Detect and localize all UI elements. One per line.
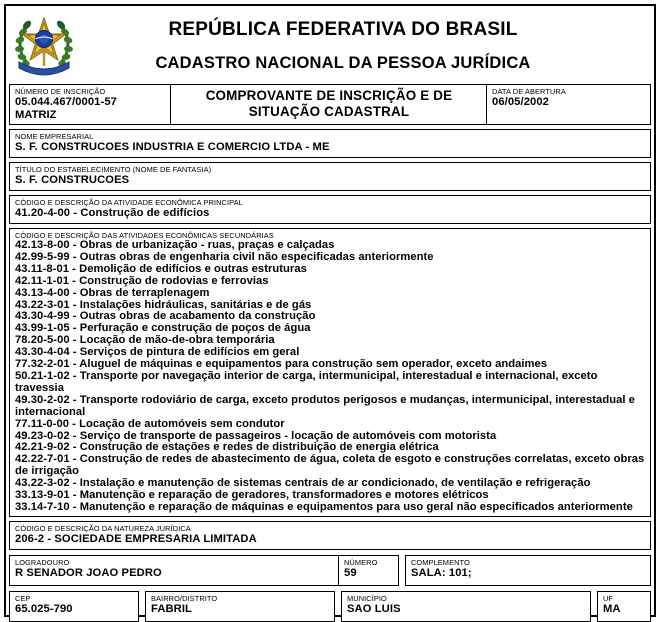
atividade-secundaria-item: 42.21-9-02 - Construção de estações e redes de distribuição de energia elétrica [15, 441, 439, 454]
registration-type: MATRIZ [15, 109, 57, 121]
field-cep [9, 591, 139, 622]
atividade-secundaria-item: 77.11-0-00 - Locação de automóveis sem condutor [15, 417, 285, 430]
field-value: 65.025-790 [15, 602, 73, 615]
atividade-secundaria-item: 43.22-3-02 - Instalação e manutenção de sistemas centrais de ar condicionado, de ventilação e refrigeração [15, 477, 591, 490]
field-label: CÓDIGO E DESCRIÇÃO DA NATUREZA JURÍDICA [15, 523, 191, 533]
field-label: TÍTULO DO ESTABELECIMENTO (NOME DE FANTASIA) [15, 165, 212, 174]
field-label: NOME EMPRESARIAL [15, 132, 94, 141]
field-nome-empresarial [9, 129, 651, 158]
registration-row [9, 84, 651, 125]
atividade-secundaria-item: 42.99-5-99 - Outras obras de engenharia civil não especificadas anteriormente [15, 250, 434, 263]
atividade-secundaria-item: 43.30-4-99 - Outras obras de acabamento da construção [15, 310, 316, 323]
atividade-secundaria-item: 43.30-4-04 - Serviços de pintura de edifícios em geral [15, 346, 300, 359]
atividade-secundaria-item: 42.11-1-01 - Construção de rodovias e ferrovias [15, 274, 269, 287]
field-uf [597, 591, 651, 622]
field-value: S. F. CONSTRUCOES [15, 174, 130, 186]
atividade-secundaria-item: 42.22-7-01 - Construção de redes de abastecimento de água, coleta de esgoto e construções correlatas, exceto obras de irrigação [15, 453, 645, 478]
brazil-coat-of-arms-icon [13, 12, 75, 80]
atividade-secundaria-item: 77.32-2-01 - Aluguel de máquinas e equipamentos para construção sem operador, exceto andaimes [15, 358, 548, 371]
document-type-title [171, 84, 487, 125]
atividade-secundaria-item: 49.30-2-02 - Transporte rodoviário de carga, exceto produtos perigosos e mudanças, intermunicipal, interestadual e internacional [15, 393, 635, 418]
field-value: FABRIL [151, 602, 192, 615]
field-complemento [405, 555, 651, 586]
atividades-secundarias-list [15, 240, 646, 514]
field-value: 05.044.467/0001-57 [15, 96, 117, 108]
field-label: CÓDIGO E DESCRIÇÃO DAS ATIVIDADES ECONÔMICAS SECUNDÁRIAS [15, 231, 274, 240]
atividade-secundaria-item: 43.99-1-05 - Perfuração e construção de poços de água [15, 322, 311, 335]
field-logradouro [9, 555, 339, 586]
header-titles [75, 20, 651, 72]
field-value: R SENADOR JOAO PEDRO [15, 566, 162, 579]
field-label: DATA DE ABERTURA [492, 87, 566, 96]
field-label: CÓDIGO E DESCRIÇÃO DA ATIVIDADE ECONÔMICA PRINCIPAL [15, 198, 243, 207]
field-label: LOGRADOURO [15, 557, 70, 567]
page-title: REPÚBLICA FEDERATIVA DO BRASIL [168, 18, 518, 40]
field-atividades-secundarias [9, 228, 651, 517]
field-data-abertura [487, 84, 651, 125]
field-value: SALA: 101; [411, 566, 472, 579]
address-row-2 [9, 591, 651, 622]
field-label: NÚMERO [344, 557, 378, 567]
field-value: SAO LUIS [347, 602, 401, 615]
field-municipio [341, 591, 591, 622]
field-value: S. F. CONSTRUCOES INDUSTRIA E COMERCIO LTDA - ME [15, 141, 330, 153]
address-row-1 [9, 555, 651, 586]
field-label: CEP [15, 593, 31, 603]
atividade-secundaria-item: 49.23-0-02 - Serviço de transporte de passageiros - locação de automóveis com motorista [15, 429, 497, 442]
field-label: BAIRRO/DISTRITO [151, 593, 218, 603]
document-frame [4, 4, 656, 617]
field-numero [339, 555, 399, 586]
document-type-text: COMPROVANTE DE INSCRIÇÃO E DE SITUAÇÃO CADASTRAL [205, 88, 453, 119]
field-value: 206-2 - SOCIEDADE EMPRESARIA LIMITADA [15, 532, 257, 545]
field-label: NÚMERO DE INSCRIÇÃO [15, 87, 106, 96]
atividade-secundaria-item: 43.11-8-01 - Demolição de edifícios e outras estruturas [15, 262, 307, 275]
field-label: MUNICÍPIO [347, 593, 387, 603]
field-value: 41.20-4-00 - Construção de edifícios [15, 207, 210, 219]
field-natureza-juridica [9, 521, 651, 550]
field-bairro-distrito [145, 591, 335, 622]
atividade-secundaria-item: 43.13-4-00 - Obras de terraplenagem [15, 286, 210, 299]
atividade-secundaria-item: 50.21-1-02 - Transporte por navegação interior de carga, intermunicipal, interestadual e internacional, exceto travessia [15, 369, 598, 394]
field-value: 59 [344, 566, 357, 579]
atividade-secundaria-item: 43.22-3-01 - Instalações hidráulicas, sanitárias e de gás [15, 298, 312, 311]
field-numero-inscricao [9, 84, 171, 125]
atividade-secundaria-item: 78.20-5-00 - Locação de mão-de-obra temporária [15, 334, 275, 347]
page-subtitle: CADASTRO NACIONAL DA PESSOA JURÍDICA [155, 53, 531, 72]
field-value: 06/05/2002 [492, 96, 549, 108]
field-label: UF [603, 593, 614, 603]
field-atividade-principal [9, 195, 651, 224]
document-header [9, 9, 651, 83]
field-label: COMPLEMENTO [411, 557, 470, 567]
field-value: MA [603, 602, 621, 615]
atividade-secundaria-item: 42.13-8-00 - Obras de urbanização - ruas, praças e calçadas [15, 239, 335, 251]
atividade-secundaria-item: 33.14-7-10 - Manutenção e reparação de máquinas e equipamentos para uso geral não especificados anteriormente [15, 500, 633, 513]
atividade-secundaria-item: 33.13-9-01 - Manutenção e reparação de geradores, transformadores e motores elétricos [15, 489, 489, 502]
field-titulo-estabelecimento [9, 162, 651, 191]
